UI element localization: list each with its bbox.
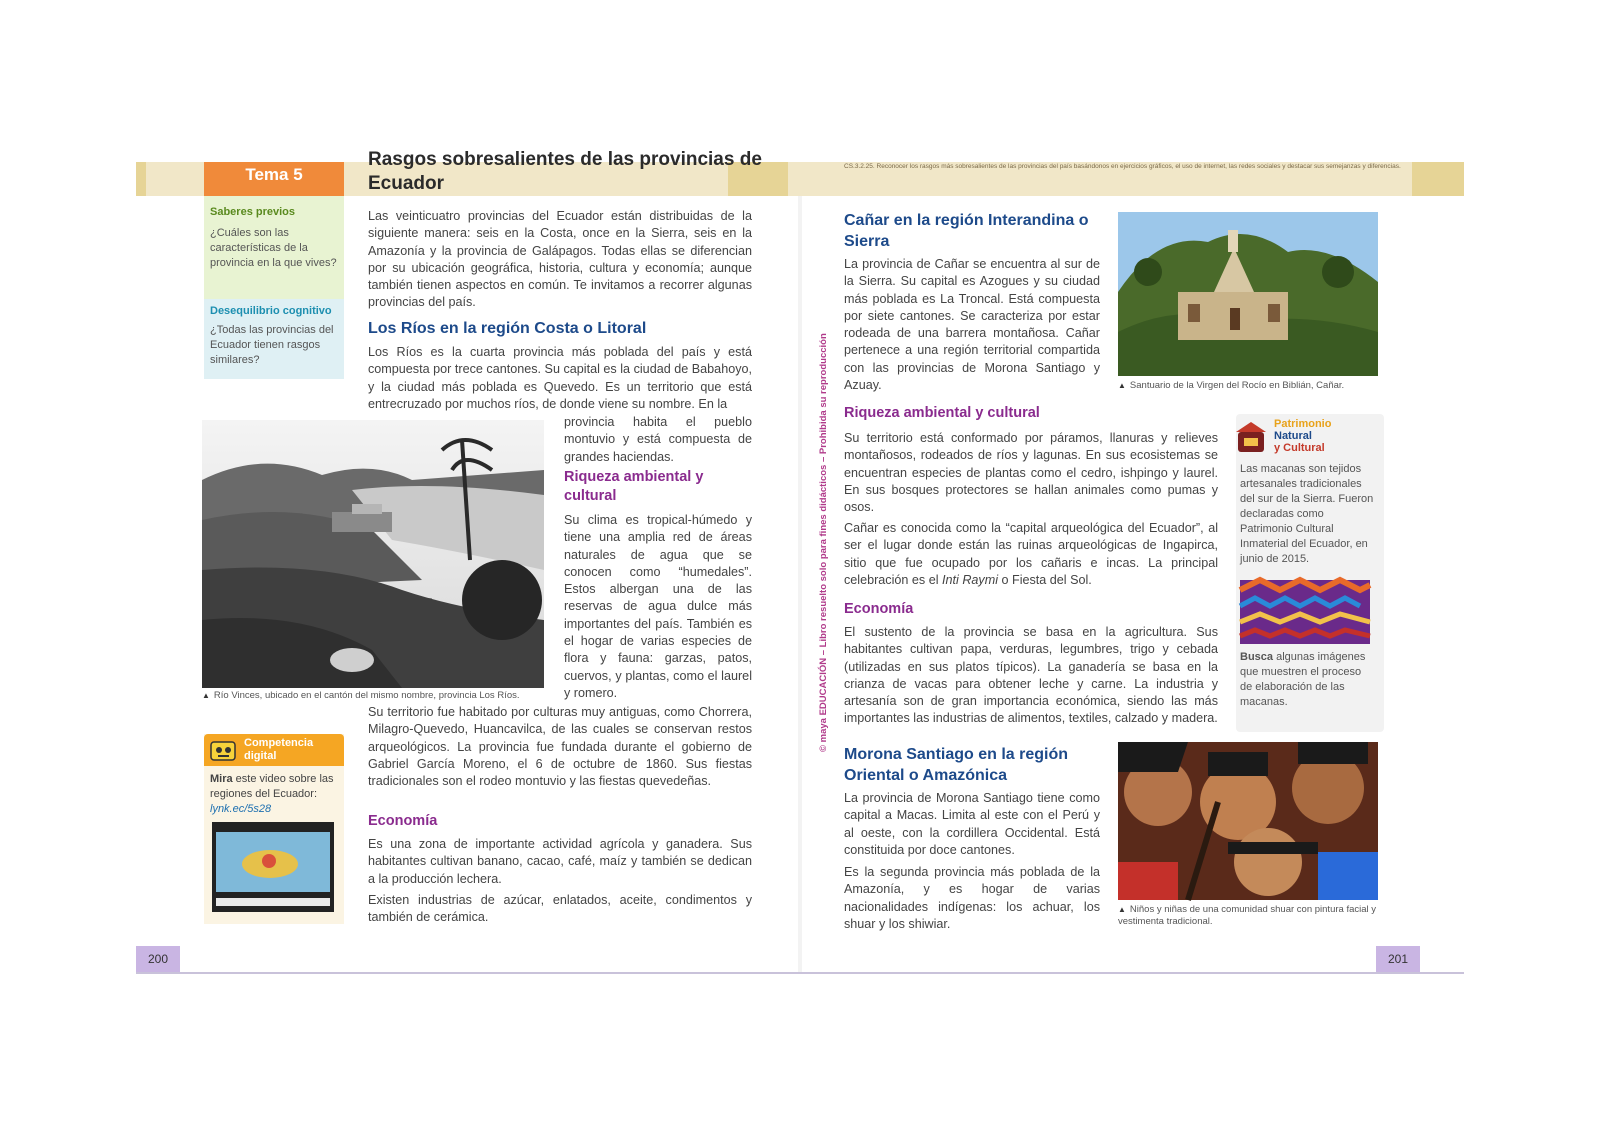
rio-vinces-image bbox=[202, 420, 544, 688]
competencia-text bbox=[210, 772, 340, 802]
spine-gutter bbox=[798, 196, 802, 972]
rios-riqueza-text: Su clima es tropical-húmedo y tiene una amplia red de áreas naturales de agua que se conocen como “humedales”. Estos albergan una de las reservas de agua dulce más importantes del país. También es el hogar de varias especies de flora y fauna: garzas, patos, cuervos, y plantas, como el laurel y romero. bbox=[564, 513, 752, 700]
competencia-box bbox=[204, 734, 344, 924]
inti-raymi-text: Inti Raymi bbox=[942, 572, 998, 587]
patrimonio-text: Las macanas son tejidos artesanales tradicionales del sur de la Sierra. Fueron declaradas como Patrimonio Cultural Inmaterial del Ecuador, en junio de 2015. bbox=[1240, 463, 1374, 565]
rio-vinces-photo bbox=[202, 420, 544, 688]
competencia-body: este video sobre las regiones del Ecuador: bbox=[210, 773, 334, 800]
canar-photo-caption-text: Santuario de la Virgen del Rocío en Biblián, Cañar. bbox=[1129, 380, 1345, 391]
rios-paragraph-1: Los Ríos es la cuarta provincia más poblada del país y está compuesta por trece cantones. Su capital es la ciudad de Babahoyo, y la ciudad más poblada es Quevedo. Es un territorio que está entrecruzado por muchos ríos, de donde viene su nombre. En la bbox=[368, 345, 752, 411]
santuario-photo bbox=[1118, 212, 1378, 376]
canar-paragraph: La provincia de Cañar se encuentra al sur de la Sierra. Su capital es Azogues y su ciudad más poblada es La Troncal. Está compuesta por siete cantones. Se caracteriza por estar rodeada de una barrera montañosa. Cañar pertenece a una región territorial compartida con las provincias de Morona Santiago y Azuay. bbox=[844, 257, 1100, 393]
busca-text: algunas imágenes que muestren el proceso de elaboración de las macanas. bbox=[1240, 651, 1366, 708]
canar-riqueza-p2-b: o Fiesta del Sol. bbox=[998, 572, 1092, 587]
rios-heading: Los Ríos en la región Costa o Litoral bbox=[368, 320, 647, 337]
band-edge-left bbox=[136, 162, 146, 196]
desequilibrio-text: ¿Todas las provincias del Ecuador tienen rasgos similares? bbox=[210, 324, 334, 366]
bottom-rule bbox=[136, 972, 1464, 974]
rios-photo-caption-text: Río Vinces, ubicado en el cantón del mismo nombre, provincia Los Ríos. bbox=[213, 690, 520, 701]
patrimonio-title-1: Patrimonio bbox=[1274, 418, 1332, 430]
robot-icon bbox=[208, 736, 238, 764]
rios-economia-p2: Existen industrias de azúcar, enlatados, aceite, condimentos y también de cerámica. bbox=[368, 893, 752, 925]
rios-economia-heading: Economía bbox=[368, 813, 438, 829]
busca-lead: Busca bbox=[1240, 651, 1274, 663]
macanas-photo bbox=[1240, 580, 1370, 644]
patrimonio-icon bbox=[1232, 418, 1272, 458]
book-spread bbox=[136, 149, 1464, 974]
rios-paragraph-2: Su territorio fue habitado por culturas muy antiguas, como Chorrera, Milagro-Quevedo, Huancavilca, de las cuales se conservan restos arqueológicos. La provincia fue fundada durante el gobierno de Gabriel García Moreno, el 6 de octubre de 1860. Sus fiestas tradicionales son el rodeo montuvio y las fiestas quevedeñas. bbox=[368, 705, 752, 789]
rios-paragraph-1b: provincia habita el pueblo montuvio y está compuesta de grandes haciendas. bbox=[564, 415, 752, 464]
competencia-link[interactable]: lynk.ec/5s28 bbox=[210, 803, 272, 815]
rios-riqueza-heading: Riqueza ambiental y cultural bbox=[564, 469, 704, 504]
intro-paragraph: Las veinticuatro provincias del Ecuador están distribuidas de la siguiente manera: seis en la Costa, once en la Sierra, seis en la Amazonía y la provincia de Galápagos. Todas ellas se diferencian por su ubicación geográfica, historia, cultura y economía; aunque también tienen aspectos en común. Te invitamos a recorrer algunas provincias del país. bbox=[368, 209, 752, 310]
patrimonio-title-2: Natural bbox=[1274, 430, 1312, 442]
page-number-right: 201 bbox=[1376, 946, 1420, 972]
morona-heading: Morona Santiago en la región Oriental o Amazónica bbox=[844, 746, 1069, 784]
video-thumbnail[interactable] bbox=[212, 822, 334, 912]
desequilibrio-box bbox=[204, 299, 344, 379]
canar-riqueza-heading: Riqueza ambiental y cultural bbox=[844, 405, 1040, 421]
saberes-text: ¿Cuáles son las características de la provincia en la que vives? bbox=[210, 227, 337, 269]
vertical-copyright bbox=[818, 333, 832, 762]
competencia-header bbox=[204, 734, 344, 766]
saberes-box bbox=[204, 196, 344, 299]
competencia-heading: Competencia digital bbox=[244, 737, 314, 762]
page-title: Rasgos sobresalientes de las provincias de Ecuador bbox=[368, 149, 762, 194]
canar-heading: Cañar en la región Interandina o Sierra bbox=[844, 212, 1089, 250]
canar-photo-caption: ▲ Santuario de la Virgen del Rocío en Biblián, Cañar. bbox=[1118, 380, 1345, 391]
canar-riqueza-p1: Su territorio está conformado por páramos, llanuras y relieves montañosos, rodeados de ríos y lagunas. En sus ecosistemas se encuentran especies de plantas como el cedro, ishpingo y laurel. En sus bosques protectores se hallan animales como pumas y osos. bbox=[844, 431, 1218, 515]
saberes-heading: Saberes previos bbox=[210, 206, 295, 218]
curriculum-note: CS.3.2.25. Reconocer los rasgos más sobresalientes de las provincias del país basándonos en ejercicios gráficos, el uso de internet, las redes sociales y destacar sus semejanzas y diferencias. bbox=[844, 163, 1401, 170]
shuar-photo-caption: ▲ Niños y niñas de una comunidad shuar con pintura facial y vestimenta tradicional. bbox=[1118, 904, 1377, 927]
morona-paragraph-2: Es la segunda provincia más poblada de la Amazonía, y es hogar de varias nacionalidades indígenas: los achuar, los shuar y los shiwiar. bbox=[844, 865, 1100, 931]
vertical-copyright-text: © maya EDUCACIÓN – Libro resuelto solo para fines didácticos – Prohibida su reproducción bbox=[818, 333, 829, 752]
canar-economia-heading: Economía bbox=[844, 601, 914, 617]
canar-riqueza-p2-a: Cañar es conocida como la “capital arqueológica del Ecuador”, al ser el lugar donde están las ruinas arqueológicas de Ingapirca, sitio que fue ocupado por los cañaris e incas. La principal celebración es el bbox=[844, 521, 1218, 587]
page-number-left: 200 bbox=[136, 946, 180, 972]
shuar-photo-caption-text: Niños y niñas de una comunidad shuar con pintura facial y vestimenta tradicional. bbox=[1118, 904, 1377, 927]
shuar-image bbox=[1118, 742, 1378, 900]
patrimonio-title-3: y Cultural bbox=[1274, 442, 1325, 454]
competencia-lead: Mira bbox=[210, 773, 233, 785]
santuario-image bbox=[1118, 212, 1378, 376]
shuar-photo bbox=[1118, 742, 1378, 900]
patrimonio-box bbox=[1236, 414, 1384, 732]
desequilibrio-heading: Desequilibrio cognitivo bbox=[210, 305, 332, 317]
morona-paragraph-1: La provincia de Morona Santiago tiene como capital a Macas. Limita al este con el Perú y al oeste, con la cordillera Occidental. Está constituida por doce cantones. bbox=[844, 791, 1100, 857]
rios-economia-p1: Es una zona de importante actividad agrícola y ganadera. Sus habitantes cultivan banano, cacao, café, maíz y también se dedican a la producción lechera. bbox=[368, 837, 752, 886]
band-edge-right bbox=[1412, 162, 1464, 196]
macanas-image bbox=[1240, 580, 1370, 644]
saberes-sidebar bbox=[204, 196, 344, 396]
canar-economia-text: El sustento de la provincia se basa en la agricultura. Sus habitantes cultivan papa, verduras, legumbres, trigo y cebada (utilizadas en sus platos típicos). La ganadería se basa en la crianza de vacas para obtener leche y carne. La industria y artesanía son de gran importancia económica, siendo las más importantes las industrias de alimentos, textiles, calzado y madera. bbox=[844, 625, 1218, 726]
tema-label: Tema 5 bbox=[204, 162, 344, 196]
rios-photo-caption: ▲ Río Vinces, ubicado en el cantón del mismo nombre, provincia Los Ríos. bbox=[202, 690, 520, 701]
canar-riqueza-p2 bbox=[844, 520, 1218, 589]
patrimonio-busca bbox=[1240, 650, 1374, 710]
